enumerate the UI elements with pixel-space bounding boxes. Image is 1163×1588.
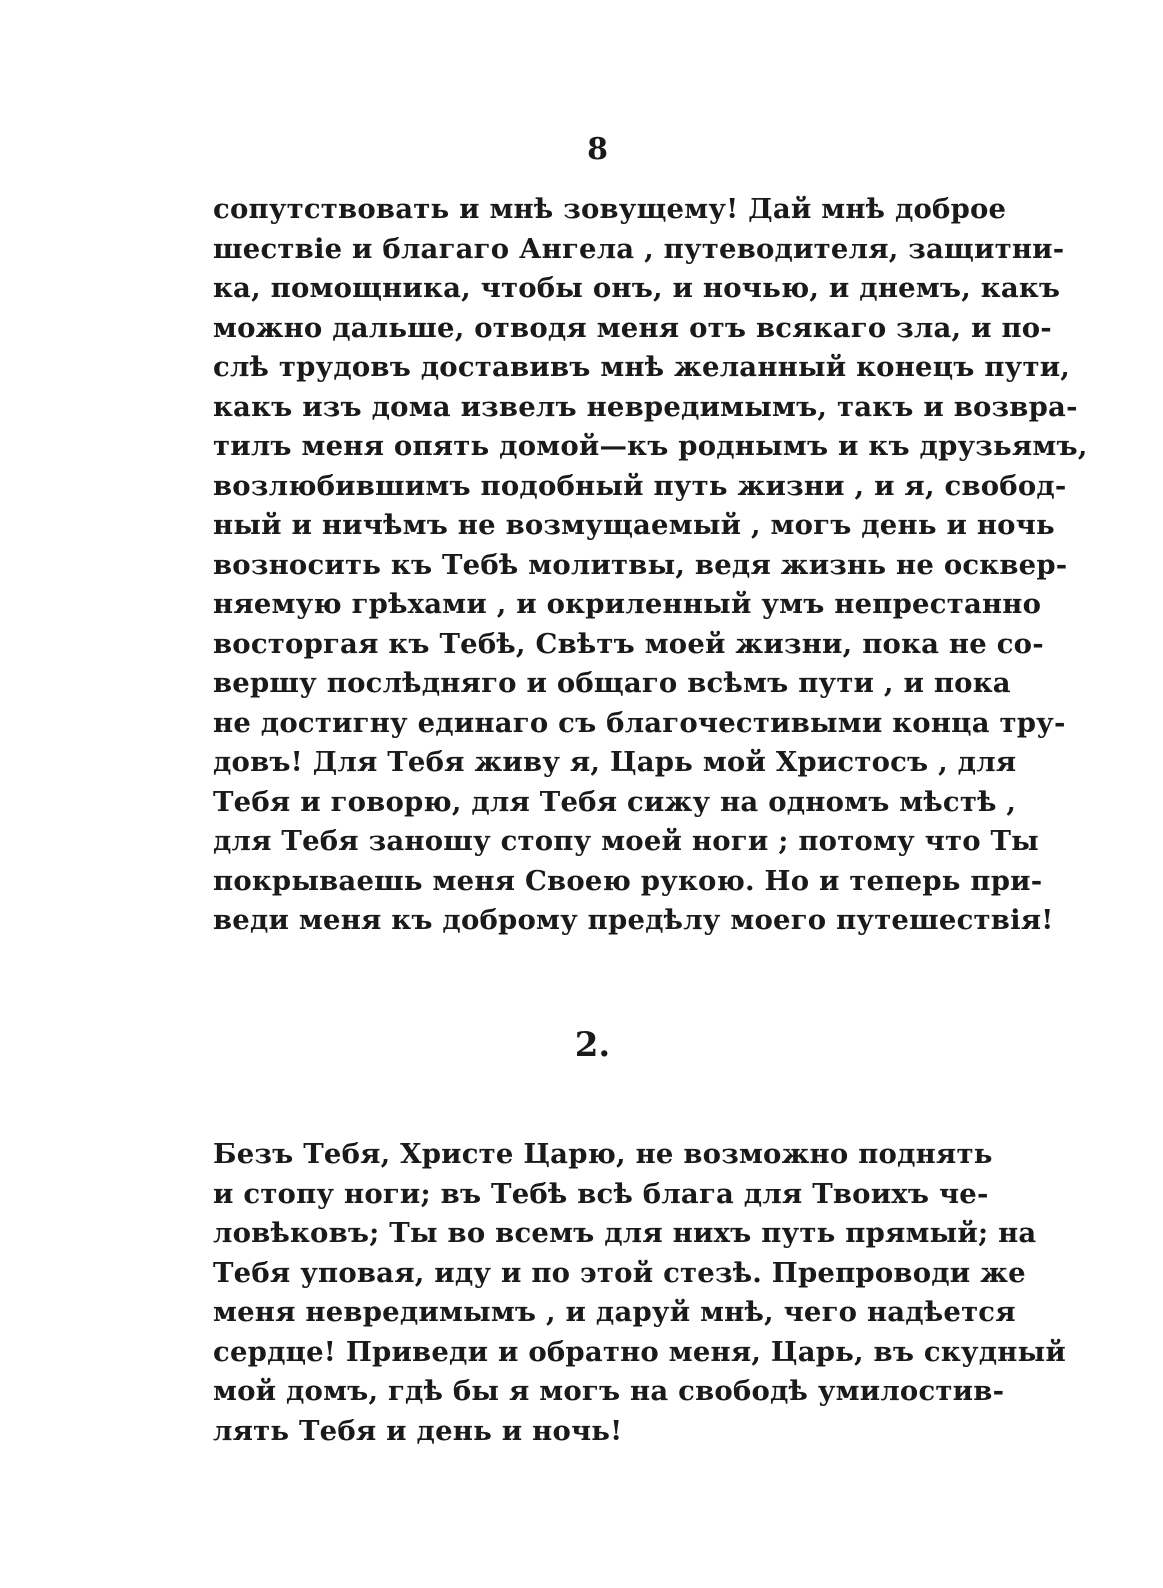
- text-line: довъ! Для Тебя живу я, Царь мой Христосъ , для: [213, 746, 1017, 778]
- text-line: покрываешь меня Своею рукою. Но и теперь при-: [213, 864, 1043, 897]
- text-line: мой домъ, гдѣ бы я могъ на свободѣ умилостив-: [213, 1375, 1005, 1407]
- text-line: слѣ трудовъ доставивъ мнѣ желанный конецъ пути,: [213, 351, 1071, 383]
- text-line: Тебя уповая, иду и по этой стезѣ. Препроводи же: [213, 1256, 1026, 1289]
- text-line: восторгая къ Тебѣ, Свѣтъ моей жизни, пока не со-: [213, 627, 1044, 660]
- text-line: вершу послѣдняго и общаго всѣмъ пути , и пока: [213, 667, 1011, 699]
- text-line: няемую грѣхами , и окриленный умъ непрестанно: [213, 588, 1042, 620]
- text-line: сопутствовать и мнѣ зовущему! Дай мнѣ доброе: [213, 193, 1007, 225]
- text-line: не достигну единаго съ благочестивыми конца тру-: [213, 706, 1066, 739]
- section-number: 2.: [574, 1025, 611, 1065]
- text-line: лять Тебя и день и ночь!: [213, 1414, 623, 1447]
- text-line: ка, помощника, чтобы онъ, и ночью, и днемъ, какъ: [213, 272, 1061, 304]
- text-line: меня невредимымъ , и даруй мнѣ, чего надѣется: [213, 1296, 1016, 1328]
- paragraph-1: [213, 190, 1088, 941]
- text-line: и стопу ноги; въ Тебѣ всѣ блага для Твоихъ че-: [213, 1177, 989, 1210]
- text-line: возносить къ Тебѣ молитвы, ведя жизнь не осквер-: [213, 548, 1068, 581]
- text-line: Безъ Тебя, Христе Царю, не возможно поднять: [213, 1138, 993, 1170]
- paragraph-2: [213, 1135, 1066, 1451]
- text-line: сердце! Приведи и обратно меня, Царь, въ скудный: [213, 1335, 1066, 1368]
- text-line: можно дальше, отводя меня отъ всякаго зла, и по-: [213, 311, 1052, 344]
- text-line: ловѣковъ; Ты во всемъ для нихъ путь прямый; на: [213, 1217, 1037, 1249]
- text-line: веди меня къ доброму предѣлу моего путешествія!: [213, 904, 1054, 936]
- text-line: шествіе и благаго Ангела , путеводителя, защитни-: [213, 232, 1065, 265]
- text-line: для Тебя заношу стопу моей ноги ; потому что Ты: [213, 825, 1039, 857]
- text-line: тилъ меня опять домой—къ роднымъ и къ друзьямъ,: [213, 430, 1088, 462]
- text-line: ный и ничѣмъ не возмущаемый , могъ день и ночь: [213, 509, 1055, 541]
- page-number: 8: [587, 132, 608, 167]
- text-line: возлюбившимъ подобный путь жизни , и я, свобод-: [213, 469, 1067, 502]
- text-line: Тебя и говорю, для Тебя сижу на одномъ мѣстѣ ,: [213, 785, 1017, 818]
- text-line: какъ изъ дома извелъ невредимымъ, такъ и возвра-: [213, 390, 1078, 423]
